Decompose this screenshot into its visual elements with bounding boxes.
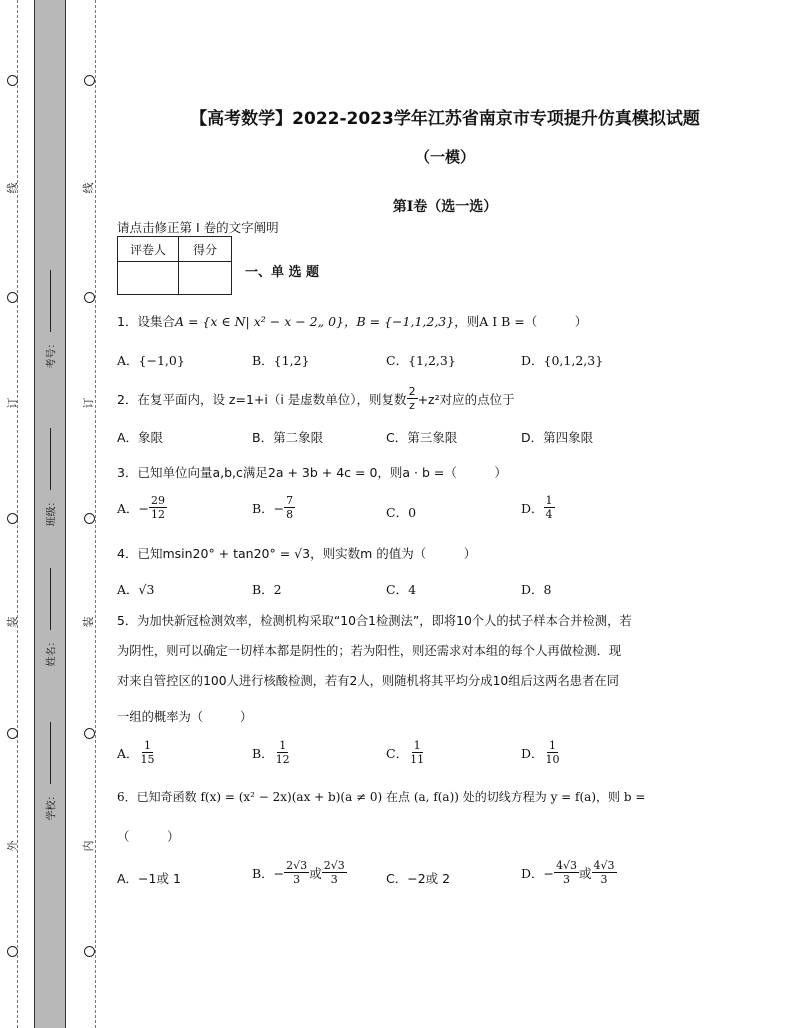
cut-mark: 内	[82, 840, 95, 852]
field-label: 姓名：	[46, 636, 58, 667]
cut-mark: 线	[6, 182, 19, 194]
q6-option-b[interactable]	[252, 859, 347, 886]
binding-hole	[7, 292, 18, 303]
q5-d-num: 1	[549, 739, 557, 752]
cut-mark: 装	[82, 616, 95, 628]
q2-fraction	[407, 385, 418, 412]
binding-hole	[84, 946, 95, 957]
q3-d-fraction	[544, 494, 555, 521]
q1-option-d[interactable]: D．{0,1,2,3}	[521, 353, 604, 368]
q5-c-fraction	[408, 739, 426, 766]
q4-option-d[interactable]: D．8	[521, 582, 552, 597]
binding-hole	[7, 946, 18, 957]
binding-hole	[84, 728, 95, 739]
q6-b-fraction-2	[322, 859, 347, 886]
q4-option-b[interactable]: B．2	[252, 582, 282, 597]
q5-b-num: 1	[279, 739, 287, 752]
q6-option-c[interactable]: C．−2或 2	[386, 871, 451, 886]
cut-mark: 订	[82, 397, 95, 409]
name-field[interactable]	[36, 568, 64, 673]
q3-b-fraction	[284, 494, 295, 521]
binding-hole	[7, 75, 18, 86]
q3-d-num: 1	[545, 494, 553, 507]
q5-option-d[interactable]	[521, 739, 562, 766]
q1-stem-math: A = {x ∈ N| x² − x − 2„ 0}，B = {−1,1,2,3}	[174, 314, 455, 329]
q6-d-num-2: 4√3	[593, 859, 615, 872]
grader-cell[interactable]	[118, 262, 179, 295]
q3-a-fraction	[149, 494, 167, 521]
q6-b-mid: 或	[309, 865, 322, 881]
score-header-grader: 评卷人	[118, 237, 179, 262]
binding-hole	[84, 513, 95, 524]
q6-d-mid: 或	[579, 865, 592, 881]
outer-cut-line	[17, 0, 18, 1028]
q1-option-b[interactable]: B．{1,2}	[252, 353, 310, 368]
q3-b-den: 8	[286, 508, 294, 521]
score-cell[interactable]	[179, 262, 232, 295]
q4-option-a[interactable]: A．√3	[117, 582, 155, 597]
q5-option-c[interactable]	[386, 739, 426, 766]
q3-a-prefix: A．−	[117, 500, 150, 516]
question-1-stem	[117, 312, 587, 330]
field-line	[50, 568, 51, 630]
q5-c-den: 11	[410, 753, 425, 766]
q5-b-den: 12	[275, 753, 290, 766]
q6-b-den-1: 3	[293, 873, 301, 886]
q4-option-c[interactable]: C．4	[386, 582, 417, 597]
cut-mark: 订	[6, 397, 19, 409]
q6-option-a[interactable]: A．−1或 1	[117, 871, 181, 886]
q6-b-num-1: 2√3	[286, 859, 308, 872]
q3-d-prefix: D．	[521, 500, 544, 516]
field-label: 学校：	[46, 790, 58, 821]
question-5-line-4: 一组的概率为（ ）	[117, 710, 253, 724]
question-4-stem: 4．已知msin20° + tan20° = √3，则实数m 的值为（ ）	[117, 546, 477, 561]
q5-d-den: 10	[545, 753, 560, 766]
q5-a-prefix: A．	[117, 745, 139, 761]
question-5-line-1: 5．为加快新冠检测效率，检测机构采取“10合1检测法”，即将10个人的拭子样本合并检测，若	[117, 614, 632, 628]
q5-c-prefix: C．	[386, 745, 409, 761]
page-title: 【高考数学】2022-2023学年江苏省南京市专项提升仿真模拟试题	[190, 109, 700, 129]
q5-d-prefix: D．	[521, 745, 544, 761]
q6-b-fraction-1	[284, 859, 309, 886]
q3-b-prefix: B．−	[252, 500, 285, 516]
cut-mark: 外	[6, 840, 19, 852]
binding-hole	[7, 513, 18, 524]
q5-option-b[interactable]	[252, 739, 292, 766]
field-label: 考号：	[46, 338, 58, 369]
q5-b-prefix: B．	[252, 745, 274, 761]
q2-option-b[interactable]: B．第二象限	[252, 430, 324, 445]
q2-frac-num: 2	[408, 385, 416, 398]
q6-d-fraction-1	[554, 859, 579, 886]
school-field[interactable]	[36, 722, 64, 827]
q3-d-den: 4	[545, 508, 553, 521]
q6-d-den-2: 3	[600, 873, 608, 886]
q5-d-fraction	[544, 739, 562, 766]
exam-number-field[interactable]	[36, 270, 64, 375]
q3-a-den: 12	[151, 508, 166, 521]
q6-b-den-2: 3	[330, 873, 338, 886]
q2-option-c[interactable]: C．第三象限	[386, 430, 458, 445]
q6-b-num-2: 2√3	[323, 859, 345, 872]
question-5-line-2: 为阴性，则可以确定一切样本都是阴性的；若为阳性，则还需求对本组的每个人再做检测．现	[117, 644, 622, 658]
q3-a-num: 29	[151, 494, 166, 507]
q2-option-d[interactable]: D．第四象限	[521, 430, 594, 445]
question-6-line-2: （ ）	[117, 829, 180, 844]
q3-b-num: 7	[286, 494, 294, 507]
q6-option-d[interactable]	[521, 859, 617, 886]
q5-b-fraction	[274, 739, 292, 766]
page-subtitle: （一模）	[414, 148, 475, 166]
binding-hole	[84, 75, 95, 86]
q3-option-a[interactable]	[117, 494, 167, 521]
q5-a-fraction	[139, 739, 157, 766]
question-6-line-1: 6．已知奇函数 f(x) = (x² − 2x)(ax + b)(a ≠ 0) 在点 (a, f(a)) 处的切线方程为 y = f(a)，则 b =	[117, 790, 646, 804]
question-2-stem	[117, 385, 515, 412]
q6-d-num-1: 4√3	[556, 859, 578, 872]
q5-a-num: 1	[144, 739, 152, 752]
binding-hole	[7, 728, 18, 739]
q3-option-d[interactable]	[521, 494, 555, 521]
q6-d-fraction-2	[592, 859, 617, 886]
score-header-score: 得分	[179, 237, 232, 262]
cut-mark: 装	[6, 616, 19, 628]
q2-stem-post: +z²对应的点位于	[417, 391, 515, 407]
field-label: 班级：	[46, 496, 58, 527]
q5-option-a[interactable]	[117, 739, 157, 766]
q6-d-prefix: D．−	[521, 865, 554, 881]
question-5-line-3: 对来自管控区的100人进行核酸检测，若有2人，则随机将其平均分成10组后这两名患者在同	[117, 674, 619, 688]
inner-cut-line	[95, 0, 96, 1028]
q6-d-den-1: 3	[563, 873, 570, 886]
field-line	[50, 722, 51, 784]
q2-stem-pre: 2．在复平面内，设 z=1+i（i 是虚数单位），则复数	[117, 391, 407, 407]
section-heading: 一、单 选 题	[245, 265, 320, 280]
cut-mark: 线	[82, 182, 95, 194]
part-heading: 第I卷（选一选）	[392, 199, 498, 215]
q3-option-b[interactable]	[252, 494, 295, 521]
q1-option-a[interactable]: A．{−1,0}	[117, 353, 185, 368]
q5-a-den: 15	[140, 753, 155, 766]
binding-hole	[84, 292, 95, 303]
q2-option-a[interactable]: A．象限	[117, 430, 164, 445]
q1-stem-post: ，则A I B =（ ）	[454, 314, 588, 329]
q3-option-c[interactable]: C．0	[386, 505, 417, 520]
instruction: 请点击修正第 I 卷的文字阐明	[117, 220, 279, 235]
class-field[interactable]	[36, 428, 64, 533]
q6-b-prefix: B．−	[252, 865, 285, 881]
q1-option-c[interactable]: C．{1,2,3}	[386, 353, 456, 368]
question-3-stem: 3．已知单位向量a,b,c满足2a + 3b + 4c = 0，则a · b =（ ）	[117, 465, 507, 480]
score-table	[117, 236, 232, 295]
q1-stem-pre: 1．设集合	[117, 314, 175, 329]
field-line	[50, 270, 51, 332]
q5-c-num: 1	[413, 739, 421, 752]
field-line	[50, 428, 51, 490]
q2-frac-den: z	[409, 399, 415, 412]
